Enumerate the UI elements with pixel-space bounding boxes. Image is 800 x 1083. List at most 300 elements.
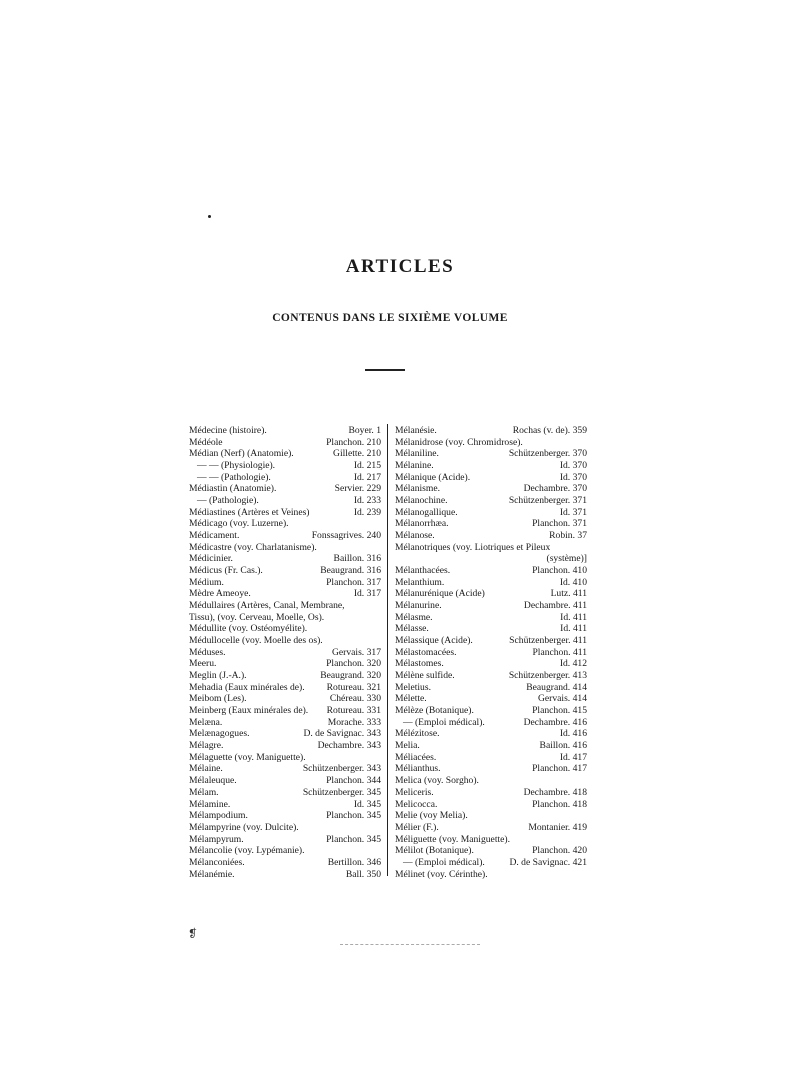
entry-title: Médicago (voy. Luzerne). [189,518,289,530]
entry-title: — — (Pathologie). [197,471,271,483]
index-entry [395,425,587,437]
entry-title: Médecine (histoire). [189,425,267,436]
entry-page: 418 [572,786,587,798]
entry-title: Mélier (F.). [395,821,439,833]
right-column [395,425,587,880]
entry-page: 215 [366,460,381,472]
index-entry [189,460,381,472]
index-entry [189,623,381,635]
page-title: ARTICLES [345,256,455,277]
entry-ref [557,577,587,589]
entry-ref [521,483,587,495]
entry-page: 411 [572,635,587,647]
index-entry [395,437,587,449]
entry-title: Mélanurénique (Acide) [395,588,485,600]
entry-author: Beaugrand. [526,681,571,693]
entry-ref [529,705,587,717]
entry-author: Dechambre. [523,786,571,798]
entry-page: 416 [572,740,587,752]
entry-author: Fonssagrives. [311,530,365,542]
entry-author: Planchon. [326,436,365,448]
entry-author: Schützenberger. [302,763,365,775]
entry-page: 411 [572,646,587,658]
entry-ref [324,705,381,717]
entry-ref [325,857,381,869]
entry-page: 346 [366,856,381,868]
entry-author: Id. [559,471,571,483]
speck-mark [208,215,211,218]
entry-ref [327,693,381,705]
entry-title: Mélanose. [395,530,435,542]
entry-author: Id. [560,623,571,635]
index-entry [395,752,587,764]
entry-ref [557,728,587,740]
index-entry [395,600,587,612]
entry-author: Rotureau. [326,705,365,717]
entry-page: 350 [366,868,381,880]
entry-ref [329,647,381,659]
entry-page: 37 [577,530,587,542]
entry-title: Mélette. [395,693,427,705]
left-column [189,425,381,880]
entry-author: Dechambre. [523,600,571,612]
entry-ref [351,495,381,507]
entry-author: Planchon. [326,775,365,787]
index-entry [395,483,587,495]
entry-author: Planchon. [532,705,571,717]
entry-title: Mélanthacées. [395,565,451,577]
entry-ref [523,682,587,694]
index-entry [395,542,587,554]
entry-page: 321 [366,681,381,693]
entry-page: 413 [572,670,587,682]
entry-ref [529,565,587,577]
entry-author: Planchon. [532,798,571,810]
entry-title: Mélèze (Botanique). [395,705,474,717]
entry-title: Mélanurine. [395,600,442,612]
entry-title: Médiastines (Artères et Veines) [189,506,310,518]
title-rule [365,369,405,371]
entry-title: Mélanine. [395,460,434,472]
entry-title: Mélaguette (voy. Maniguette). [189,751,306,763]
entry-author: Servier. [334,483,365,495]
entry-page: 414 [572,681,587,693]
entry-author: Planchon. [326,658,365,670]
index-entry [189,612,381,624]
entry-title: Mélène sulfide. [395,670,455,682]
entry-ref [529,518,587,530]
index-entry [395,658,587,670]
entry-ref [535,693,587,705]
index-entry [189,588,381,600]
entry-page: 371 [572,495,587,507]
entry-title: Melænagogues. [189,728,250,740]
entry-author: Chéreau. [329,693,365,705]
entry-author: Rotureau. [326,681,365,693]
entry-author: Gervais. [331,646,365,658]
entry-title: Méliguette (voy. Maniguette). [395,833,511,845]
entry-ref [544,553,588,565]
entry-author: Planchon. [532,845,571,857]
entry-ref [309,530,381,542]
entry-author: Ball. [345,868,365,880]
index-entry [189,658,381,670]
entry-page: 320 [366,658,381,670]
entry-ref [332,483,381,495]
entry-title: — (Emploi médical). [403,856,485,868]
index-entry [395,472,587,484]
entry-ref [506,448,587,460]
entry-title: Mèdre Ameoye. [189,588,251,600]
entry-title: Mélampyrum. [189,833,244,845]
index-entry [189,869,381,881]
index-entry [189,799,381,811]
entry-title: — (Emploi médical). [403,716,485,728]
index-entry [189,483,381,495]
entry-ref [351,588,381,600]
entry-page: 411 [572,611,587,623]
index-entry [189,728,381,740]
index-entry [395,553,587,565]
entry-author: D. de Savignac. [303,728,365,740]
index-entry [395,845,587,857]
entry-ref [557,460,587,472]
index-entry [395,518,587,530]
entry-author: Morache. [327,716,365,728]
entry-ref [529,799,587,811]
entry-author: Beaugrand. [320,565,365,577]
entry-page: 417 [572,763,587,775]
entry-author: Id. [353,588,365,600]
entry-author: Beaugrand. [320,670,365,682]
entry-author: Planchon. [532,763,571,775]
entry-title: Mélancolie (voy. Lypémanie). [189,845,305,857]
entry-page: 333 [366,716,381,728]
column-divider [387,424,388,876]
index-entry [189,530,381,542]
entry-author: Robin. [549,530,575,542]
index-entry [395,577,587,589]
entry-author: Schützenberger. [508,670,571,682]
index-entry [189,822,381,834]
index-entry [395,705,587,717]
entry-page: 345 [366,833,381,845]
entry-ref [351,507,381,519]
entry-ref [506,857,587,869]
entry-title: Meliceris. [395,786,434,798]
index-entry [395,799,587,811]
entry-title: Meletius. [395,681,431,693]
entry-author: Gervais. [537,693,571,705]
entry-author: Planchon. [326,810,365,822]
entry-title: Mélassique (Acide). [395,635,473,647]
index-entry [395,623,587,635]
entry-ref [557,752,587,764]
entry-author: Id. [559,506,571,518]
entry-title: Mélanconiées. [189,856,245,868]
entry-ref [521,600,587,612]
entry-title: Médicus (Fr. Cas.). [189,565,263,577]
entry-page: 229 [366,483,381,495]
entry-ref [529,845,587,857]
entry-author: Schützenberger. [302,786,365,798]
index-entry [189,752,381,764]
entry-title: Melica (voy. Sorgho). [395,775,479,787]
index-entry [395,612,587,624]
entry-title: Melæna. [189,716,223,728]
entry-ref [351,472,381,484]
entry-ref [315,740,381,752]
entry-page: 359 [572,425,587,436]
entry-ref [343,869,381,881]
entry-ref [351,460,381,472]
index-entry [189,472,381,484]
entry-ref [323,577,381,589]
entry-page: 370 [572,471,587,483]
entry-page: 233 [366,495,381,507]
entry-title: Tissu), (voy. Cerveau, Moelle, Os). [189,611,325,623]
entry-author: Schützenberger. [509,635,571,647]
entry-author: Id. [559,728,571,740]
index-entry [189,635,381,647]
index-entry [395,530,587,542]
entry-title: Mélanésie. [395,425,437,436]
entry-author: Schützenberger. [508,448,571,460]
index-entry [189,787,381,799]
index-entry [189,553,381,565]
entry-ref [323,658,381,670]
entry-ref [506,670,587,682]
entry-author: Boyer. [348,425,374,436]
entry-page: 421 [572,856,587,868]
entry-page: 410 [572,576,587,588]
entry-ref [557,658,587,670]
index-entry [395,682,587,694]
entry-title: Mélanorrhæa. [395,518,449,530]
entry-title: Mélézitose. [395,728,440,740]
entry-ref [351,799,381,811]
entry-ref [521,787,587,799]
entry-page: 412 [572,658,587,670]
entry-title: Mélam. [189,786,219,798]
index-entry [189,682,381,694]
index-entry [395,857,587,869]
entry-page: 331 [366,705,381,717]
index-entry [395,717,587,729]
entry-title: Meinberg (Eaux minérales de). [189,705,309,717]
entry-page: 370 [572,460,587,472]
entry-author: Planchon. [532,646,571,658]
entry-title: Méliacées. [395,751,437,763]
entry-page: 370 [572,448,587,460]
entry-ref [548,588,587,600]
entry-ref [525,822,587,834]
entry-author: Id. [353,495,365,507]
entry-author: Dechambre. [523,483,571,495]
index-entry [189,845,381,857]
index-entry [189,740,381,752]
entry-page: 210 [366,436,381,448]
entry-title: Médullite (voy. Ostéomyélite). [189,623,308,635]
entry-page: 343 [366,728,381,740]
entry-ref [557,472,587,484]
entry-page: 239 [366,506,381,518]
entry-title: Mélampyrine (voy. Dulcite). [189,821,299,833]
entry-author: Montanier. [528,821,571,833]
entry-page: 320 [366,670,381,682]
entry-page: 415 [572,705,587,717]
entry-ref [521,717,587,729]
entry-ref [323,775,381,787]
entry-title: Meglin (J.-A.). [189,670,247,682]
entry-author: Id. [353,471,365,483]
entry-page: 330 [366,693,381,705]
entry-author: Id. [559,751,571,763]
entry-title: Médian (Nerf) (Anatomie). [189,448,294,460]
entry-author: Id. [560,611,571,623]
entry-page: 240 [366,530,381,542]
entry-ref [300,763,381,775]
entry-author: Dechambre. [317,740,365,752]
entry-page: 345 [366,810,381,822]
index-entry [189,600,381,612]
entry-author: Dechambre. [523,716,571,728]
entry-ref [323,810,381,822]
entry-page: 210 [366,448,381,460]
entry-ref [323,834,381,846]
entry-title: Melia. [395,740,420,752]
entry-title: Meibom (Les). [189,693,247,705]
entry-title: — (Pathologie). [197,495,259,507]
index-entry [395,507,587,519]
entry-title: Mélianthus. [395,763,441,775]
entry-title: Médicinier. [189,553,233,565]
entry-author: Bertillon. [327,856,365,868]
entry-page: 217 [366,471,381,483]
entry-title: Mélasse. [395,623,429,635]
entry-title: Mélanisme. [395,483,441,495]
entry-ref [510,425,587,437]
index-entry [395,834,587,846]
entry-ref [529,647,587,659]
entry-author: Id. [353,506,365,518]
index-entry [189,705,381,717]
entry-title: Mélilot (Botanique). [395,845,474,857]
entry-ref [300,728,381,740]
entry-ref [325,717,381,729]
entry-author: Id. [559,460,571,472]
index-entry [189,763,381,775]
entry-author: Planchon. [326,576,365,588]
entry-author: D. de Savignac. [509,856,571,868]
entry-author: Planchon. [326,833,365,845]
index-entry [189,437,381,449]
entry-ref [324,682,381,694]
entry-author: Baillon. [539,740,571,752]
entry-title: Mélaine. [189,763,223,775]
entry-title: Mélanidrose (voy. Chromidrose). [395,436,523,448]
entry-ref [317,670,381,682]
index-entry [189,810,381,822]
index-entry [189,857,381,869]
index-entry [395,775,587,787]
index-entry [395,647,587,659]
index-entry [395,693,587,705]
entry-ref [331,553,381,565]
index-entry [189,565,381,577]
index-entry [395,787,587,799]
index-entry [189,834,381,846]
index-entry [189,670,381,682]
entry-page: 1 [376,425,381,436]
entry-title: Mélamine. [189,798,231,810]
entry-page: 317 [366,576,381,588]
index-entry [395,810,587,822]
index-entry [395,670,587,682]
index-entry [395,635,587,647]
index-entry [189,693,381,705]
entry-page: 411 [572,588,587,600]
entry-title: Médiastin (Anatomie). [189,483,277,495]
entry-ref [345,425,381,437]
entry-title: — — (Physiologie). [197,460,276,472]
entry-title: Mélinet (voy. Cérinthe). [395,868,488,880]
entry-page: 345 [366,798,381,810]
entry-author: Rochas (v. de). [512,425,571,436]
entry-page: 416 [572,728,587,740]
entry-ref [506,495,587,507]
entry-page: 371 [572,518,587,530]
entry-page: 411 [572,623,587,635]
entry-page: 420 [572,845,587,857]
entry-page: 417 [572,751,587,763]
index-entry [189,647,381,659]
index-entry [189,717,381,729]
corner-mark: ❡ [188,928,198,940]
index-entry [395,728,587,740]
entry-title: Mehadia (Eaux minérales de). [189,681,305,693]
entry-title: Mélastomacées. [395,646,457,658]
entry-title: Meeru. [189,658,217,670]
entry-ref [323,437,381,449]
index-entry [189,495,381,507]
entry-ref [317,565,381,577]
entry-page: 317 [366,588,381,600]
index-entry [395,460,587,472]
index-entry [395,448,587,460]
entry-page: 411 [572,600,587,612]
entry-page: 345 [366,786,381,798]
entry-title: Médullocelle (voy. Moelle des os). [189,635,323,647]
entry-author: Id. [353,798,365,810]
entry-author: Lutz. [550,588,571,600]
entry-ref [330,448,381,460]
entry-page: 316 [366,565,381,577]
entry-author: Gillette. [333,448,365,460]
entry-title: Mélagre. [189,740,224,752]
entry-ref [529,763,587,775]
entry-page: 414 [572,693,587,705]
entry-title: Médéole [189,436,223,448]
entry-title: Mélanémie. [189,868,235,880]
entry-page: 371 [572,506,587,518]
entry-title: Mélaniline. [395,448,439,460]
entry-title: Mélasme. [395,611,433,623]
entry-title: Melanthium. [395,576,445,588]
index-entry [395,740,587,752]
entry-page: 418 [572,798,587,810]
entry-ref [557,507,587,519]
